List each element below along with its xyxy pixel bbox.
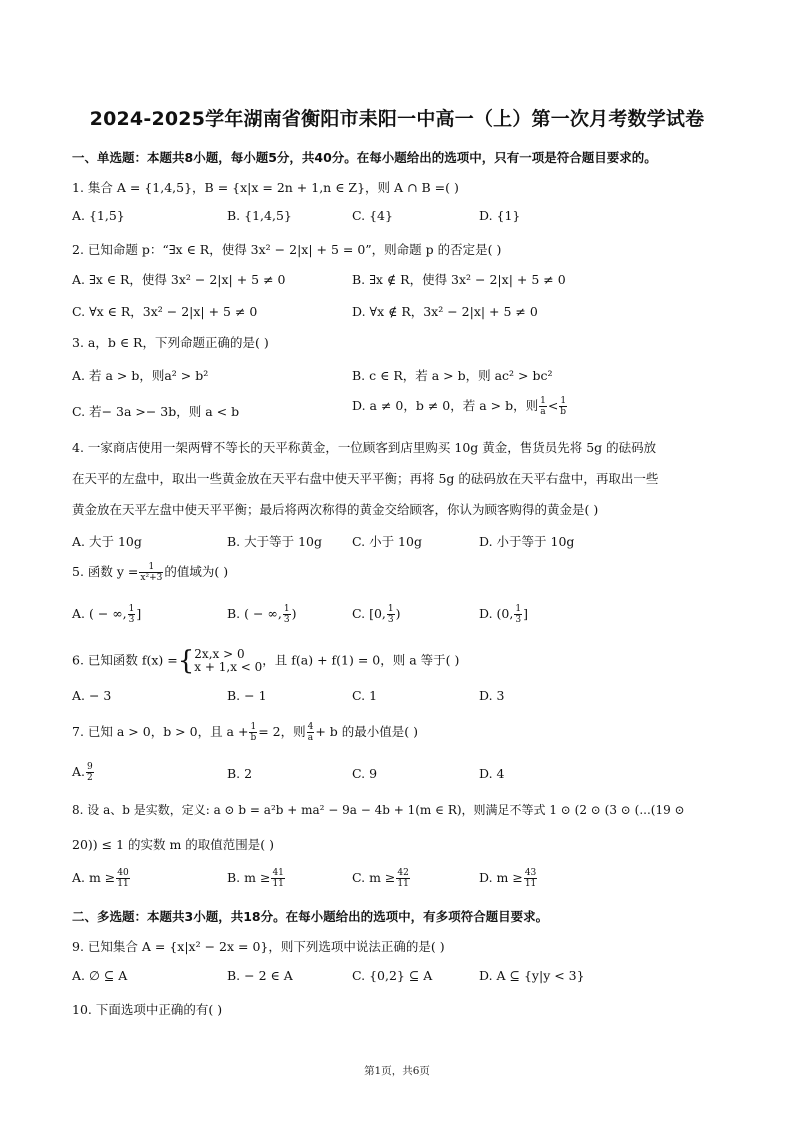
- piecewise-function: [178, 648, 263, 674]
- question-3-option-c: C. 若− 3a >− 3b，则 a < b: [72, 404, 240, 419]
- option-text: A.: [72, 764, 86, 779]
- question-8-line-2: 20)) ≤ 1 的实数 m 的取值范围是( ): [72, 837, 275, 852]
- question-1-option-d: D. {1}: [479, 208, 521, 223]
- question-4-option-d: D. 小于等于 10g: [479, 534, 575, 549]
- denominator: 11: [397, 879, 409, 889]
- denominator: 3: [387, 615, 394, 625]
- option-suffix: ]: [523, 606, 528, 621]
- fraction: [283, 604, 291, 625]
- option-text: C. [0,: [352, 606, 386, 621]
- question-3-option-a: A. 若 a > b，则a² > b²: [72, 368, 209, 383]
- question-4-option-a: A. 大于 10g: [72, 534, 142, 549]
- fraction: [271, 868, 284, 889]
- question-3-stem: 3. a，b ∈ R，下列命题正确的是( ): [72, 335, 269, 350]
- question-5-stem: [72, 562, 754, 583]
- fraction: [396, 868, 409, 889]
- exam-title: 2024-2025学年湖南省衡阳市耒阳一中高一（上）第一次月考数学试卷: [89, 108, 705, 130]
- question-6-stem-text: 6. 已知函数 f(x) =: [72, 652, 178, 668]
- question-6-option-d: D. 3: [479, 688, 505, 703]
- question-9-option-d: D. A ⊆ {y|y < 3}: [479, 968, 585, 983]
- denominator: 3: [515, 615, 522, 625]
- fraction: [524, 868, 537, 889]
- fraction: [249, 722, 257, 743]
- question-2-option-a: A. ∃x ∈ R，使得 3x² − 2|x| + 5 ≠ 0: [72, 272, 286, 287]
- option-suffix: ]: [136, 606, 142, 621]
- numerator: 1: [128, 604, 135, 614]
- question-2-stem: 2. 已知命题 p：“∃x ∈ R，使得 3x² − 2|x| + 5 = 0”，则命题 p 的否定是( ): [72, 242, 502, 257]
- option-text: B. m ≥: [227, 870, 271, 885]
- denominator: 11: [272, 879, 284, 889]
- numerator: 1: [283, 604, 290, 614]
- question-7-stem-middle: = 2，则: [258, 724, 306, 739]
- question-5-option-a: [72, 604, 141, 625]
- question-8-option-c: [352, 868, 411, 889]
- option-text: D. m ≥: [479, 870, 523, 885]
- option-text: D. (0,: [479, 606, 514, 621]
- question-7-stem-suffix: + b 的最小值是( ): [315, 724, 419, 739]
- numerator: 1: [250, 722, 257, 732]
- question-6-stem-suffix: ，且 f(a) + f(1) = 0，则 a 等于( ): [262, 652, 460, 668]
- denominator: 3: [128, 615, 135, 625]
- question-7-option-b: B. 2: [227, 766, 253, 781]
- numerator: 40: [117, 868, 129, 878]
- numerator: 1: [540, 396, 546, 406]
- question-7-option-c: C. 9: [352, 766, 378, 781]
- option-text: C. m ≥: [352, 870, 396, 885]
- option-suffix: ): [395, 606, 401, 621]
- numerator: 43: [524, 868, 537, 878]
- question-3-option-d: [352, 396, 568, 417]
- question-4-line-2: 在天平的左盘中，取出一些黄金放在天平右盘中使天平平衡；再将 5g 的砝码放在天平右盘中，再取出一些: [72, 471, 659, 486]
- question-4-option-c: C. 小于 10g: [352, 534, 422, 549]
- section-single-choice-heading: 一、单选题：本题共8小题，每小题5分，共40分。在每小题给出的选项中，只有一项是符合题目要求的。: [72, 150, 657, 165]
- page-footer: 第1页，共6页: [364, 1065, 430, 1077]
- question-1-option-a: A. {1,5}: [72, 208, 125, 223]
- question-6-option-a: A. − 3: [72, 688, 112, 703]
- question-5-option-d: [479, 604, 528, 625]
- question-6-option-c: C. 1: [352, 688, 378, 703]
- question-9-option-a: A. ∅ ⊆ A: [72, 968, 128, 983]
- numerator: 42: [397, 868, 409, 878]
- fraction: [128, 604, 136, 625]
- denominator: 2: [87, 773, 93, 783]
- fraction: [559, 396, 567, 417]
- question-2-option-b: B. ∃x ∉ R，使得 3x² − 2|x| + 5 ≠ 0: [352, 272, 566, 287]
- denominator: a: [540, 407, 546, 417]
- question-1-option-b: B. {1,4,5}: [227, 208, 292, 223]
- numerator: 1: [387, 604, 394, 614]
- question-7-stem-text: 7. 已知 a > 0，b > 0，且 a +: [72, 724, 249, 739]
- denominator: x²+3: [140, 573, 163, 583]
- question-4-option-b: B. 大于等于 10g: [227, 534, 323, 549]
- option-text: A. m ≥: [72, 870, 116, 885]
- question-10-stem: 10. 下面选项中正确的有( ): [72, 1002, 223, 1017]
- question-9-option-c: C. {0,2} ⊆ A: [352, 968, 433, 983]
- fraction: [86, 762, 94, 783]
- fraction: [387, 604, 395, 625]
- question-6-option-b: B. − 1: [227, 688, 267, 703]
- question-1-stem: 1. 集合 A = {1,4,5}，B = {x|x = 2n + 1,n ∈ Z}，则 A ∩ B =( ): [72, 180, 459, 195]
- piecewise-case-1: 2x,x > 0: [194, 647, 245, 661]
- question-8-line-1: 8. 设 a、b 是实数，定义: a ⊙ b = a²b + ma² − 9a − 4b + 1(m ∈ R)，则满足不等式 1 ⊙ (2 ⊙ (3 ⊙ (...(19 ⊙: [72, 803, 685, 817]
- question-9-option-b: B. − 2 ∈ A: [227, 968, 293, 983]
- question-7-option-d: D. 4: [479, 766, 505, 781]
- denominator: 3: [283, 615, 290, 625]
- question-3-option-b: B. c ∈ R，若 a > b，则 ac² > bc²: [352, 368, 553, 383]
- fraction: [139, 562, 163, 583]
- question-5-option-b: [227, 604, 296, 625]
- denominator: b: [560, 407, 567, 417]
- numerator: 4: [307, 722, 314, 732]
- numerator: 1: [560, 396, 567, 406]
- question-7-stem: [72, 722, 754, 743]
- question-5-stem-suffix: 的值域为( ): [164, 564, 229, 579]
- fraction: [116, 868, 129, 889]
- denominator: b: [250, 733, 257, 743]
- question-8-option-b: [227, 868, 286, 889]
- question-2-option-c: C. ∀x ∈ R，3x² − 2|x| + 5 ≠ 0: [72, 304, 258, 319]
- question-6-stem: [72, 648, 754, 674]
- question-3-option-d-text: D. a ≠ 0，b ≠ 0，若 a > b，则: [352, 398, 539, 413]
- denominator: a: [307, 733, 314, 743]
- question-7-option-a: [72, 762, 95, 783]
- piecewise-case-2: x + 1,x < 0: [194, 660, 263, 674]
- left-brace-icon: {: [177, 646, 195, 676]
- question-2-option-d: D. ∀x ∉ R，3x² − 2|x| + 5 ≠ 0: [352, 304, 538, 319]
- question-5-stem-text: 5. 函数 y =: [72, 564, 139, 579]
- question-8-option-a: [72, 868, 131, 889]
- question-4-line-1: 4. 一家商店使用一架两臂不等长的天平称黄金，一位顾客到店里购买 10g 黄金，售货员先将 5g 的砝码放: [72, 440, 657, 455]
- question-1-option-c: C. {4}: [352, 208, 393, 223]
- option-text: B. ( − ∞,: [227, 606, 282, 621]
- fraction: [539, 396, 547, 417]
- numerator: 9: [87, 762, 93, 772]
- question-8-option-d: [479, 868, 538, 889]
- numerator: 1: [139, 562, 163, 573]
- fraction: [514, 604, 522, 625]
- question-5-option-c: [352, 604, 401, 625]
- denominator: 11: [117, 879, 129, 889]
- question-4-line-3: 黄金放在天平左盘中使天平平衡；最后将两次称得的黄金交给顾客，你认为顾客购得的黄金是( ): [72, 502, 599, 517]
- denominator: 11: [524, 879, 537, 889]
- numerator: 1: [515, 604, 522, 614]
- question-9-stem: 9. 已知集合 A = {x|x² − 2x = 0}，则下列选项中说法正确的是( ): [72, 939, 445, 954]
- section-multi-choice-heading: 二、多选题：本题共3小题，共18分。在每小题给出的选项中，有多项符合题目要求。: [72, 909, 549, 924]
- numerator: 41: [272, 868, 284, 878]
- option-text: A. ( − ∞,: [72, 606, 127, 621]
- option-suffix: ): [291, 606, 297, 621]
- less-than: <: [547, 398, 559, 413]
- fraction: [307, 722, 315, 743]
